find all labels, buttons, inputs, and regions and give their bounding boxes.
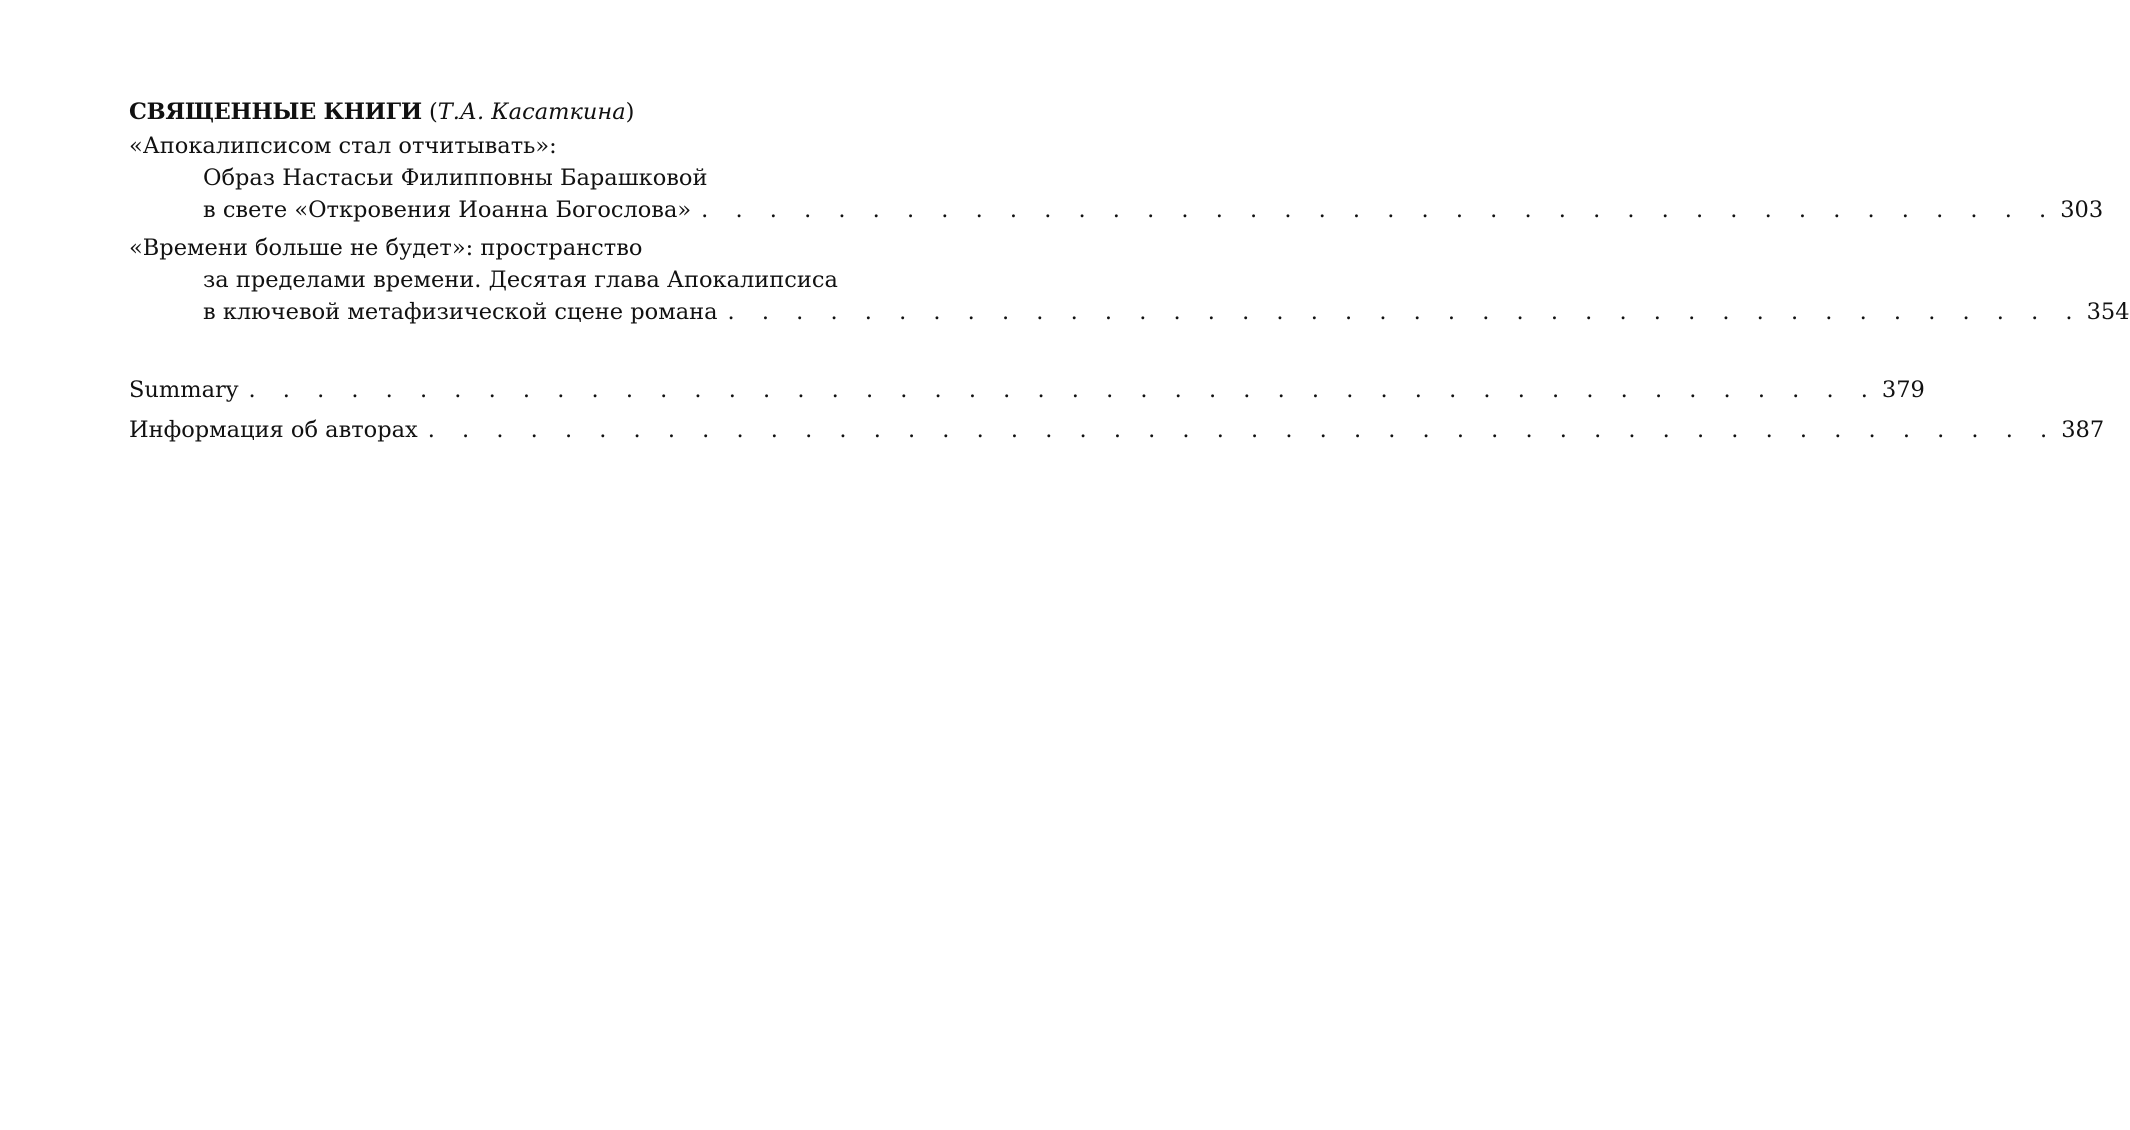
toc-entry[interactable] [129, 232, 2130, 328]
entry-page-number: 354 [2086, 299, 2130, 325]
dot-leader: . . . . . . . . . . . . . . . . . . . . . . . . . . . . . . . . . . . . . . . . [727, 299, 2083, 325]
entry-title-line-1: «Времени больше не будет»: пространство [129, 235, 643, 261]
entry-title: Информация об авторах [129, 417, 418, 443]
dot-leader: . . . . . . . . . . . . . . . . . . . . . . . . . . . . . . . . . . . . . . . . . . . . . . . . [427, 417, 2058, 443]
entry-title: Summary [129, 377, 239, 403]
dot-leader: . . . . . . . . . . . . . . . . . . . . . . . . . . . . . . . . . . . . . . . . . . . . . . . . [248, 377, 1878, 403]
entry-page-number: 387 [2061, 417, 2105, 443]
entry-leader-line [129, 296, 2130, 328]
entry-page-number: 379 [1881, 377, 1925, 403]
entry-title-line-3: в ключевой метафизической сцене романа [203, 299, 718, 325]
entry-title-line-2: Образ Настасьи Филипповны Барашковой [203, 165, 708, 191]
toc-entry[interactable] [129, 130, 2104, 226]
entry-page-number: 303 [2060, 197, 2104, 223]
entry-leader-line [129, 194, 2104, 226]
table-of-contents [129, 96, 2130, 454]
entry-title-line-1: «Апокалипсисом стал отчитывать»: [129, 133, 557, 159]
section-heading [129, 96, 907, 128]
toc-entry-authors[interactable] [129, 414, 2105, 446]
toc-entry-summary[interactable] [129, 374, 1925, 406]
close-paren: ) [625, 99, 635, 125]
entry-title-line-2: за пределами времени. Десятая глава Апокалипсиса [203, 267, 838, 293]
section-author: Т.А. Касаткина [437, 99, 626, 125]
entry-title-line-3: в свете «Откровения Иоанна Богослова» [203, 197, 692, 223]
spacer [129, 334, 907, 374]
open-paren: ( [421, 99, 438, 125]
section-title: СВЯЩЕННЫЕ КНИГИ [129, 99, 422, 125]
dot-leader: . . . . . . . . . . . . . . . . . . . . . . . . . . . . . . . . . . . . . . . . [701, 197, 2057, 223]
